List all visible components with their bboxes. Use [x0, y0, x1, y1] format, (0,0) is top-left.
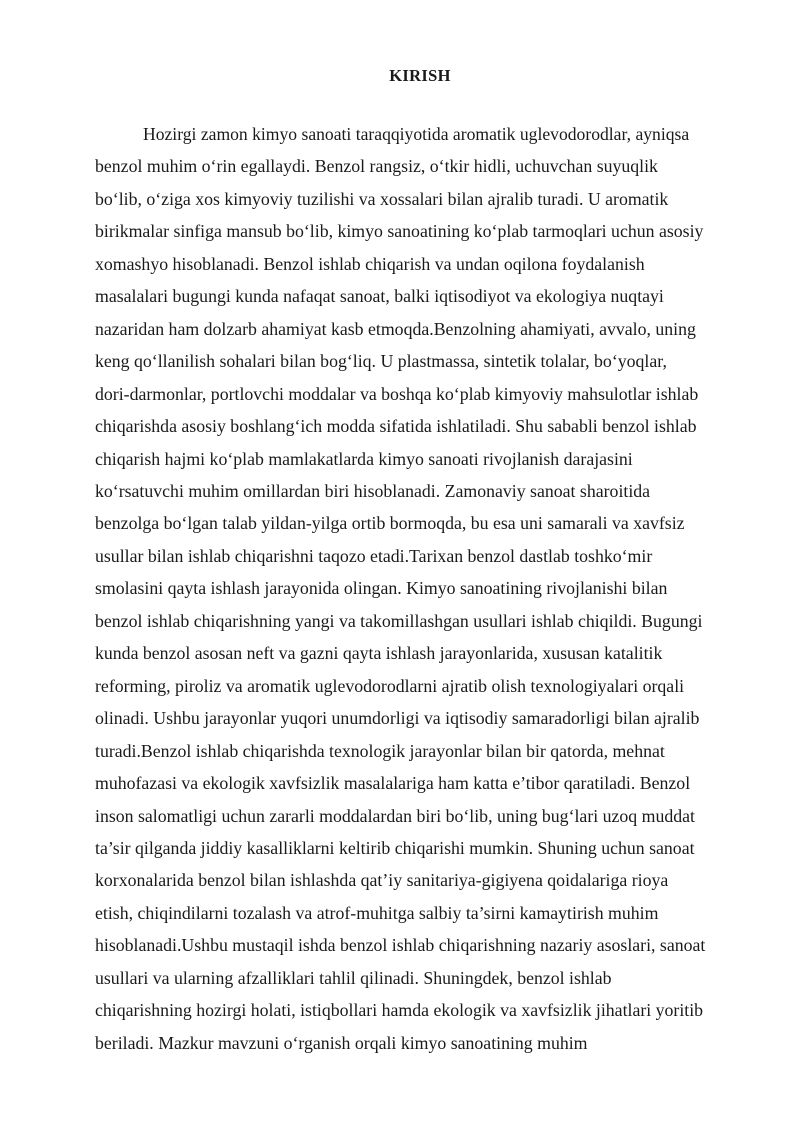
paragraph-line: nazaridan ham dolzarb ahamiyat kasb etmoqda.Benzolning ahamiyati, avvalo, uning — [95, 318, 696, 339]
document-heading: KIRISH — [389, 66, 451, 85]
paragraph-line: usullari va ularning afzalliklari tahlil qilinadi. Shuningdek, benzol ishlab — [95, 967, 612, 988]
paragraph-line: masalalari bugungi kunda nafaqat sanoat, balki iqtisodiyot va ekologiya nuqtayi — [95, 286, 664, 307]
paragraph-line: dori-darmonlar, portlovchi moddalar va boshqa koʻplab kimyoviy mahsulotlar ishlab — [95, 383, 699, 404]
paragraph-line: xomashyo hisoblanadi. Benzol ishlab chiqarish va undan oqilona foydalanish — [95, 253, 645, 274]
paragraph-line: Hozirgi zamon kimyo sanoati taraqqiyotida aromatik uglevodorodlar, ayniqsa — [143, 124, 690, 144]
paragraph-line: keng qoʻllanilish sohalari bilan bogʻliq. U plastmassa, sintetik tolalar, boʻyoqlar, — [95, 351, 667, 372]
paragraph-line: chiqarishda asosiy boshlangʻich modda sifatida ishlatiladi. Shu sababli benzol ishlab — [95, 416, 697, 437]
paragraph-line: chiqarish hajmi koʻplab mamlakatlarda kimyo sanoati rivojlanish darajasini — [95, 448, 633, 469]
paragraph-line: koʻrsatuvchi muhim omillardan biri hisoblanadi. Zamonaviy sanoat sharoitida — [95, 480, 651, 501]
paragraph-line: etish, chiqindilarni tozalash va atrof-muhitga salbiy ta’sirni kamaytirish muhim — [95, 902, 659, 923]
paragraph-line: beriladi. Mazkur mavzuni oʻrganish orqali kimyo sanoatining muhim — [95, 1032, 588, 1053]
paragraph-line: ta’sir qilganda jiddiy kasalliklarni keltirib chiqarishi mumkin. Shuning uchun sanoat — [95, 837, 695, 858]
paragraph-line: turadi.Benzol ishlab chiqarishda texnologik jarayonlar bilan bir qatorda, mehnat — [95, 740, 665, 761]
paragraph-line: inson salomatligi uchun zararli moddalardan biri boʻlib, uning bugʻlari uzoq muddat — [95, 805, 695, 826]
paragraph-line: kunda benzol asosan neft va gazni qayta ishlash jarayonlarida, xususan katalitik — [95, 643, 663, 664]
paragraph-line: chiqarishning hozirgi holati, istiqbollari hamda ekologik va xavfsizlik jihatlari yoritib — [95, 1000, 704, 1021]
paragraph-line: usullar bilan ishlab chiqarishni taqozo etadi.Tarixan benzol dastlab toshkoʻmir — [95, 545, 653, 566]
paragraph-line: benzol ishlab chiqarishning yangi va takomillashgan usullari ishlab chiqildi. Bugungi — [95, 610, 703, 631]
paragraph-line: smolasini qayta ishlash jarayonida olingan. Kimyo sanoatining rivojlanishi bilan — [95, 578, 668, 599]
paragraph-line: reforming, piroliz va aromatik uglevodorodlarni ajratib olish texnologiyalari orqali — [95, 675, 685, 696]
paragraph-line: muhofazasi va ekologik xavfsizlik masalalariga ham katta e’tibor qaratiladi. Benzol — [95, 773, 691, 794]
paragraph-line: birikmalar sinfiga mansub boʻlib, kimyo sanoatining koʻplab tarmoqlari uchun asosiy — [95, 221, 704, 242]
paragraph-line: benzolga boʻlgan talab yildan-yilga ortib bormoqda, bu esa uni samarali va xavfsiz — [95, 513, 685, 534]
paragraph-line: hisoblanadi.Ushbu mustaqil ishda benzol ishlab chiqarishning nazariy asoslari, sanoat — [95, 935, 706, 956]
paragraph-line: olinadi. Ushbu jarayonlar yuqori unumdorligi va iqtisodiy samaradorligi bilan ajralib — [95, 708, 700, 729]
intro-paragraph — [95, 118, 740, 1059]
paragraph-line: korxonalarida benzol bilan ishlashda qat’iy sanitariya-gigiyena qoidalariga rioya — [95, 870, 669, 891]
paragraph-line: benzol muhim oʻrin egallaydi. Benzol rangsiz, oʻtkir hidli, uchuvchan suyuqlik — [95, 156, 658, 177]
paragraph-line: boʻlib, oʻziga xos kimyoviy tuzilishi va xossalari bilan ajralib turadi. U aromatik — [95, 188, 669, 209]
